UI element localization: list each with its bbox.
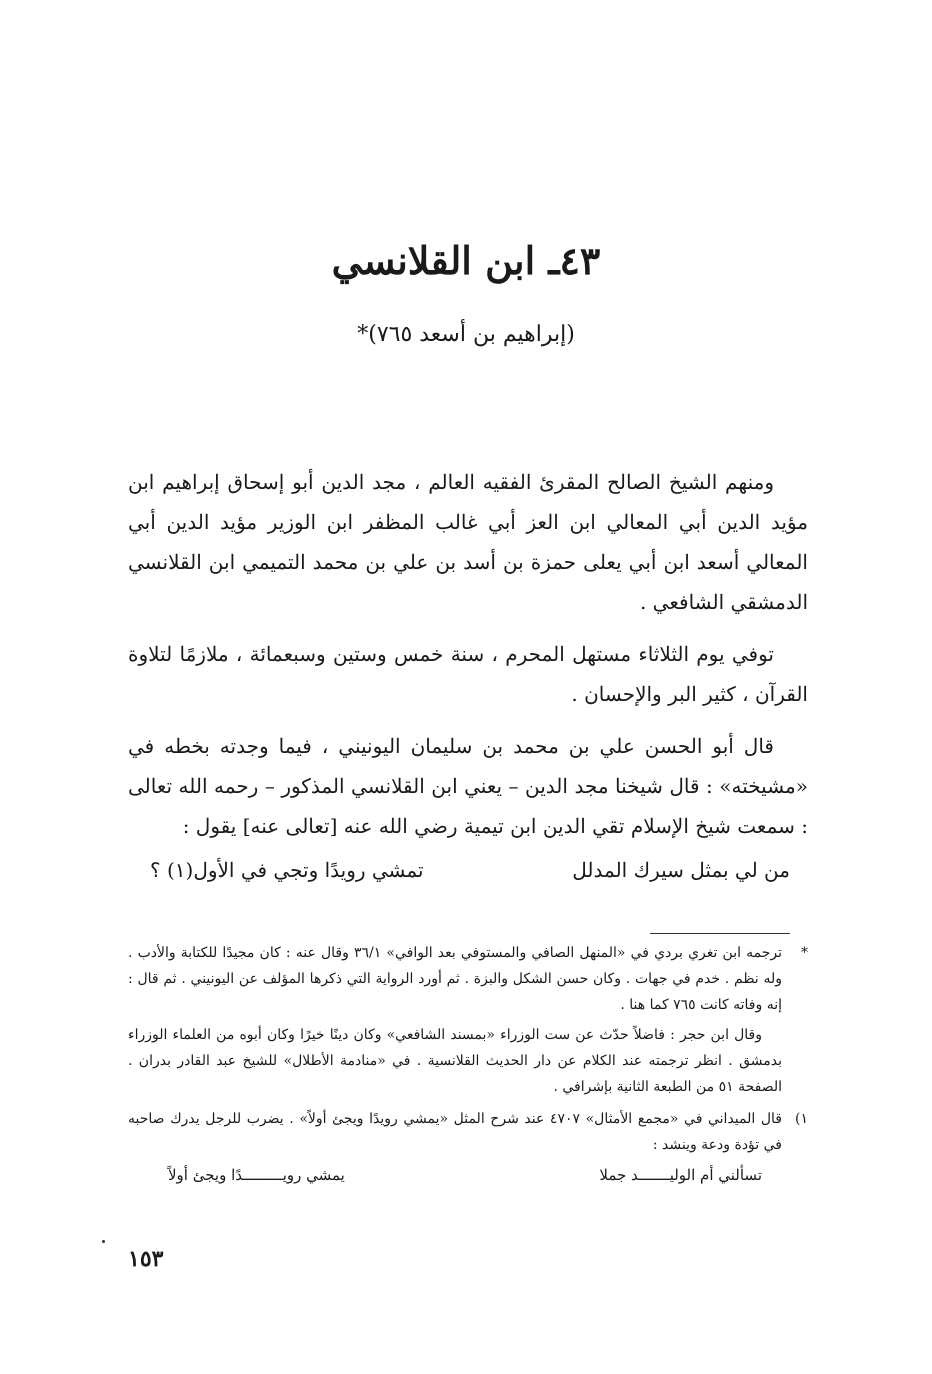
poem-verse bbox=[150, 858, 790, 882]
paragraph-3: قال أبو الحسن علي بن محمد بن سليمان اليونيني ، فيما وجدته بخطه في «مشيخته» : قال شيخنا مجد الدين – يعني ابن القلانسي المذكور – رحمه الله تعالى : سمعت شيخ الإسلام تقي الدين ابن تيمية رضي الله عنه [تعالى عنه] يقول : bbox=[128, 734, 808, 838]
chapter-title: ٤٣ـ ابن القلانسي bbox=[331, 238, 601, 283]
footnote-star-paragraph-1: ترجمه ابن تغري بردي في «المنهل الصافي والمستوفي بعد الوافي» ٣٦/١ وقال عنه : كان مجيدًا للكتابة والأدب . وله نظم . خدم في جهات . وكان حسن الشكل والبزة . ثم أورد الرواية التي ذكرها المؤلف عن اليونيني . ثم قال : إنه وفاته كانت ٧٦٥ كما هنا . bbox=[128, 945, 782, 1013]
verse-first-hemistich: من لي بمثل سيرك المدلل bbox=[572, 858, 790, 882]
footnote-1 bbox=[128, 1106, 808, 1188]
footnote-1-text: قال الميداني في «مجمع الأمثال» ٤٧٠٧ عند شرح المثل «يمشي رويدًا ويجئ أولاً» . يضرب للرجل يدرك صاحبه في تؤدة ودعة وينشد : bbox=[128, 1111, 782, 1153]
footnote-verse-first: تسألني أم الوليـــــــد جملا bbox=[599, 1166, 762, 1184]
verse-second-hemistich: تمشي رويدًا وتجي في الأول(١) ؟ bbox=[150, 858, 424, 882]
margin-dot bbox=[102, 1240, 105, 1243]
paragraph-2: توفي يوم الثلاثاء مستهل المحرم ، سنة خمس وستين وسبعمائة ، ملازمًا لتلاوة القرآن ، كثير البر والإحسان . bbox=[128, 642, 808, 706]
footnote-star bbox=[128, 940, 808, 1100]
footnotes bbox=[128, 940, 808, 1194]
page-number: ١٥٣ bbox=[128, 1246, 164, 1272]
footnote-1-mark: ١) bbox=[795, 1111, 808, 1127]
footnote-1-verse bbox=[168, 1162, 762, 1188]
paragraph-1: ومنهم الشيخ الصالح المقرئ الفقيه العالم ، مجد الدين أبو إسحاق إبراهيم ابن مؤيد الدين أبي المعالي ابن العز أبي غالب المظفر ابن الوزير مؤيد الدين أبي المعالي أسعد ابن أبي يعلى حمزة بن أسد بن علي بن محمد التميمي ابن القلانسي الدمشقي الشافعي . bbox=[128, 470, 808, 614]
footnote-verse-second: يمشي رويـــــــــدًا ويجئ أولاً bbox=[168, 1166, 345, 1184]
footnote-separator bbox=[650, 933, 790, 934]
main-text bbox=[128, 462, 808, 858]
chapter-subtitle: (إبراهيم بن أسعد ٧٦٥)* bbox=[357, 322, 575, 347]
footnote-star-mark: * bbox=[801, 945, 808, 961]
footnote-star-paragraph-2: وقال ابن حجر : فاضلاً حدّث عن ست الوزراء «بمسند الشافعي» وكان دينًا خيرًا وكان أبوه من العلماء الوزراء بدمشق . انظر ترجمته عند الكلام عن دار الحديث القلانسية . في «منادمة الأطلال» للشيخ عبد القادر بدران . الصفحة ٥١ من الطبعة الثانية بإشرافي . bbox=[128, 1027, 782, 1095]
